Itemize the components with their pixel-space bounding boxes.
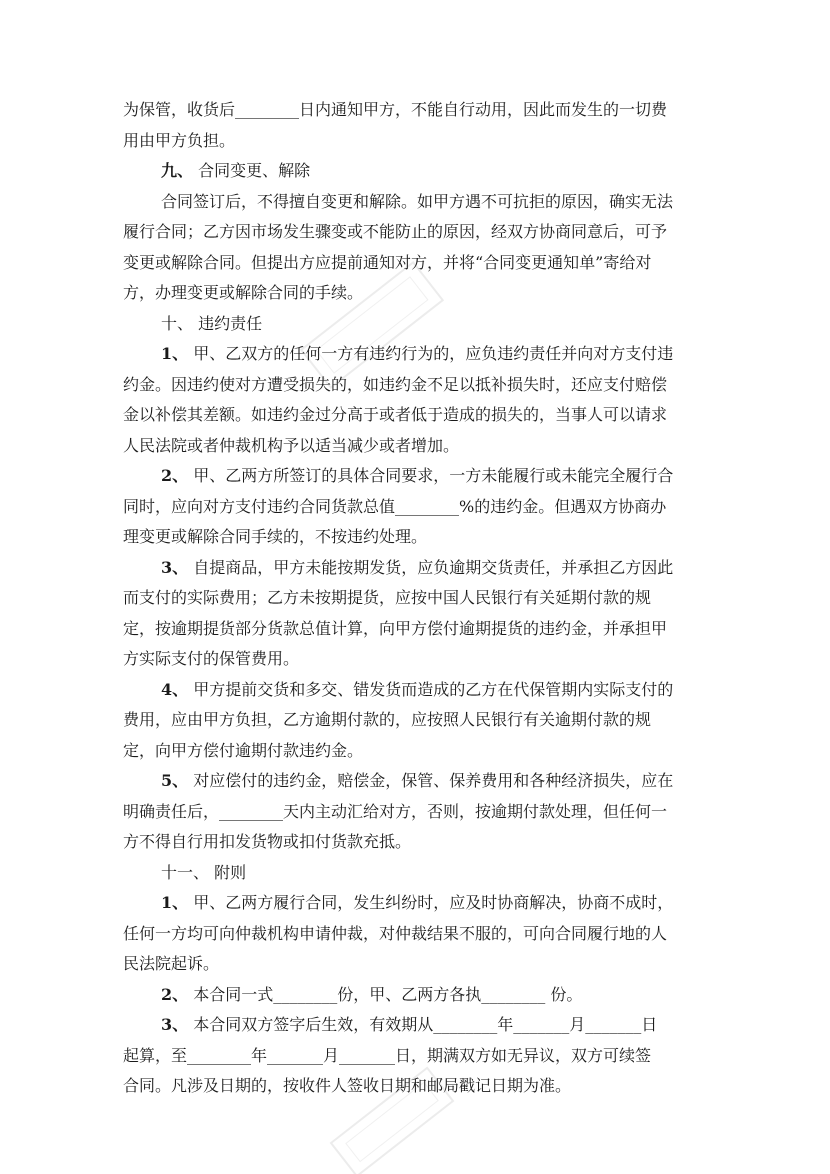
text-line-20 <box>123 675 709 706</box>
text-line-4 <box>123 187 709 218</box>
line-text: 合同。凡涉及日期的，按收件人签收日期和邮局戳记日期为准。 <box>123 1076 572 1095</box>
clause-number: 3、 <box>161 1015 189 1034</box>
clause-number: 九、 <box>161 161 194 180</box>
line-text: 甲方提前交货和多交、错发货而造成的乙方在代保管期内实际支付的 <box>188 679 674 699</box>
text-line-23 <box>123 766 709 797</box>
line-text: 定，按逾期提货部分货款总值计算，向甲方偿付逾期提货的违约金，并承担甲 <box>123 618 668 638</box>
line-text: 十一、 附则 <box>161 862 247 882</box>
line-text: 用由甲方负担。 <box>123 130 236 150</box>
line-text: 定，向甲方偿付逾期付款违约金。 <box>123 740 364 760</box>
line-text: 十、 违约责任 <box>161 313 263 333</box>
text-line-13 <box>123 461 709 492</box>
line-text: 合同签订后，不得擅自变更和解除。如甲方遇不可抗拒的原因，确实无法 <box>161 191 674 211</box>
line-text: 甲、乙两方所签订的具体合同要求，一方未能履行或未能完全履行合 <box>188 466 674 485</box>
line-text: 变更或解除合同。但提出方应提前通知对方，并将“合同变更通知单”寄给对 <box>123 252 652 272</box>
text-line-17 <box>123 583 709 614</box>
clause-number: 2、 <box>161 984 189 1004</box>
text-line-12 <box>123 431 709 462</box>
text-line-33 <box>123 1071 709 1102</box>
line-text: 为保管，收货后________日内通知甲方，不能自行动用，因此而发生的一切费 <box>123 100 668 119</box>
line-text: 任何一方均可向仲裁机构申请仲裁，对仲裁结果不服的，可向合同履行地的人 <box>123 923 668 943</box>
text-line-14 <box>123 492 709 523</box>
line-text: 对应偿付的违约金，赔偿金，保管、保养费用和各种经济损失，应在 <box>188 771 674 790</box>
text-line-6 <box>123 248 709 279</box>
text-line-19 <box>123 644 709 675</box>
line-text: 合同变更、解除 <box>193 161 311 180</box>
line-text: 本合同一式________份，甲、乙两方各执________ 份。 <box>188 984 583 1004</box>
text-line-5 <box>123 217 709 248</box>
text-line-24 <box>123 797 709 828</box>
line-text: 履行合同；乙方因市场发生骤变或不能防止的原因，经双方协商同意后，可予 <box>123 222 668 241</box>
text-line-11 <box>123 400 709 431</box>
line-text: 人民法院或者仲裁机构予以适当减少或者增加。 <box>123 435 460 455</box>
line-text: 本合同双方签字后生效，有效期从________年_______月_______日 <box>188 1015 658 1034</box>
line-text: 理变更或解除合同手续的，不按违约处理。 <box>123 527 428 546</box>
text-line-16 <box>123 553 709 584</box>
line-text: 甲、乙两方履行合同，发生纠纷时，应及时协商解决，协商不成时， <box>188 893 674 912</box>
clause-number: 2、 <box>161 466 189 485</box>
text-line-7 <box>123 278 709 309</box>
text-line-10 <box>123 370 709 401</box>
line-text: 自提商品，甲方未能按期发货，应负逾期交货责任，并承担乙方因此 <box>188 557 674 577</box>
text-line-27 <box>123 888 709 919</box>
line-text: 而支付的实际费用；乙方未按期提货，应按中国人民银行有关延期付款的规 <box>123 588 652 607</box>
clause-number: 5、 <box>161 771 189 790</box>
line-text: 甲、乙双方的任何一方有违约行为的，应负违约责任并向对方支付违 <box>188 344 674 363</box>
text-line-18 <box>123 614 709 645</box>
line-text: 约金。因违约使对方遭受损失的，如违约金不足以抵补损失时，还应支付赔偿 <box>123 374 668 394</box>
line-text: 起算，至________年_______月_______日，期满双方如无异议，双方可续签 <box>123 1045 652 1065</box>
text-line-9 <box>123 339 709 370</box>
line-text: 费用，应由甲方负担，乙方逾期付款的，应按照人民银行有关逾期付款的规 <box>123 710 652 729</box>
line-text: 方不得自行用扣发货物或扣付货款充抵。 <box>123 832 412 851</box>
text-line-25 <box>123 827 709 858</box>
clause-number: 3、 <box>161 557 189 577</box>
clause-number: 1、 <box>161 344 189 363</box>
line-text: 民法院起诉。 <box>123 954 220 973</box>
line-text: 明确责任后，________天内主动汇给对方，否则，按逾期付款处理，但任何一 <box>123 801 668 821</box>
text-line-8 <box>123 309 709 340</box>
line-text: 金以补偿其差额。如违约金过分高于或者低于造成的损失的，当事人可以请求 <box>123 405 668 424</box>
line-text: 方实际支付的保管费用。 <box>123 649 300 668</box>
text-line-30 <box>123 980 709 1011</box>
text-line-29 <box>123 949 709 980</box>
clause-number: 1、 <box>161 893 189 912</box>
text-line-2 <box>123 126 709 157</box>
line-text: 同时，应向对方支付违约合同货款总值________%的违约金。但遇双方协商办 <box>123 496 667 516</box>
text-line-15 <box>123 522 709 553</box>
text-line-31 <box>123 1010 709 1041</box>
contract-body <box>123 95 709 1102</box>
text-line-21 <box>123 705 709 736</box>
text-line-22 <box>123 736 709 767</box>
text-line-3 <box>123 156 709 187</box>
clause-number: 4、 <box>161 679 189 699</box>
text-line-1 <box>123 95 709 126</box>
text-line-32 <box>123 1041 709 1072</box>
line-text: 方，办理变更或解除合同的手续。 <box>123 283 364 302</box>
text-line-28 <box>123 919 709 950</box>
text-line-26 <box>123 858 709 889</box>
